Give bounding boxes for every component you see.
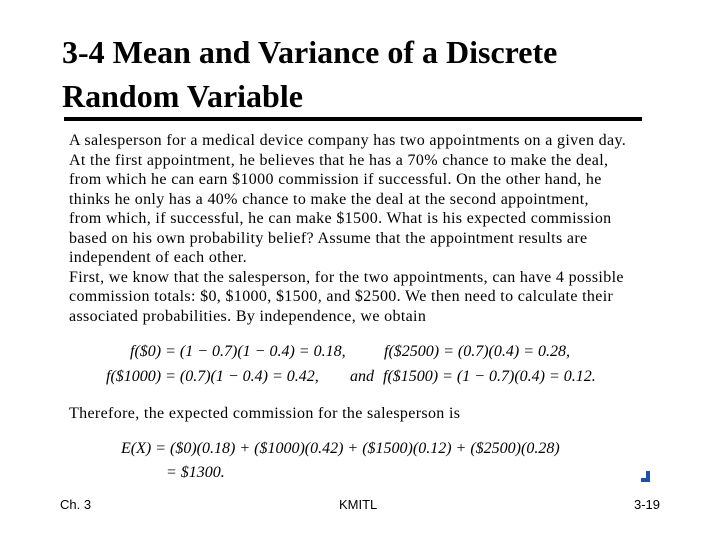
problem-line: A salesperson for a medical device company has two appointments on a given day. xyxy=(69,132,627,149)
equation-f2500: f($2500) = (0.7)(0.4) = 0.28, xyxy=(384,343,571,360)
slide-title-line-1: 3-4 Mean and Variance of a Discrete xyxy=(62,34,558,70)
problem-line: from which, if successful, he can make $1500. What is his expected commission xyxy=(69,210,612,227)
equation-f1000: f($1000) = (0.7)(1 − 0.4) = 0.42, xyxy=(106,368,319,385)
solution-line: First, we know that the salesperson, for the two appointments, can have 4 possible xyxy=(69,268,624,286)
qed-icon xyxy=(641,471,650,482)
expected-value-result: = $1300. xyxy=(166,464,225,481)
solution-line: associated probabilities. By independence, we obtain xyxy=(69,307,427,325)
title-underline xyxy=(64,117,642,121)
slide-title xyxy=(62,30,702,118)
footer-page-number: 3-19 xyxy=(634,497,661,512)
problem-line: thinks he only has a 40% chance to make the deal at the second appointment, xyxy=(69,190,589,208)
equation-f1500: f($1500) = (1 − 0.7)(0.4) = 0.12. xyxy=(383,368,596,385)
footer-chapter: Ch. 3 xyxy=(60,497,92,512)
therefore-line: Therefore, the expected commission for the salesperson is xyxy=(69,405,461,422)
therefore-text xyxy=(69,404,659,424)
footer-institution: KMITL xyxy=(339,497,378,512)
problem-line: from which he can earn $1000 commission if successful. On the other hand, he xyxy=(69,171,602,188)
problem-line: based on his own probability belief? Assume that the appointment results are xyxy=(69,229,588,247)
expected-value-equation: E(X) = ($0)(0.18) + ($1000)(0.42) + ($1500)(0.12) + ($2500)(0.28) xyxy=(121,440,560,457)
equation-and: and xyxy=(350,368,374,385)
problem-statement xyxy=(69,131,659,326)
problem-line: At the first appointment, he believes that he has a 70% chance to make the deal, xyxy=(69,151,609,169)
solution-line: commission totals: $0, $1000, $1500, and $2500. We then need to calculate their xyxy=(69,288,614,305)
slide-title-line-2: Random Variable xyxy=(62,78,303,114)
equation-f0: f($0) = (1 − 0.7)(1 − 0.4) = 0.18, xyxy=(130,343,346,360)
problem-line: independent of each other. xyxy=(69,249,247,266)
